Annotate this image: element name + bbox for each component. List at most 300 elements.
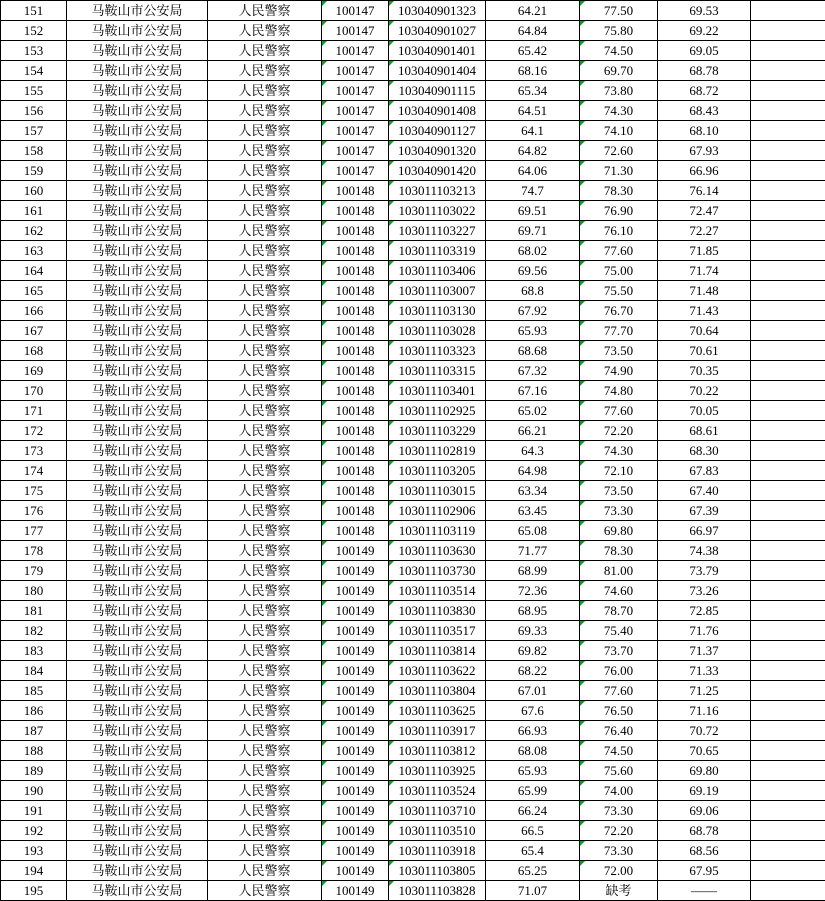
cell-text: 160 xyxy=(23,183,44,198)
table-row xyxy=(1,461,825,481)
cell-written-score xyxy=(486,201,580,221)
cell-interview-score xyxy=(580,561,658,581)
cell-text: 71.76 xyxy=(689,623,719,638)
table-row xyxy=(1,701,825,721)
cell-text: 100148 xyxy=(335,363,375,378)
cell-text: 100148 xyxy=(335,323,375,338)
cell-text: 马鞍山市公安局 xyxy=(91,523,183,538)
cell-text: 64.82 xyxy=(517,143,548,158)
cell-row-no xyxy=(1,821,67,841)
cell-position xyxy=(208,441,322,461)
cell-written-score xyxy=(486,41,580,61)
cell-candidate-id xyxy=(389,721,486,741)
cell-text: 人民警察 xyxy=(238,263,291,278)
cell-text: 68.08 xyxy=(517,743,548,758)
text-as-number-indicator-icon xyxy=(389,61,394,66)
cell-text: 103011103022 xyxy=(398,203,476,218)
cell-position xyxy=(208,261,322,281)
cell-department xyxy=(67,441,208,461)
text-as-number-indicator-icon xyxy=(580,641,585,646)
text-as-number-indicator-icon xyxy=(389,621,394,626)
cell-department xyxy=(67,181,208,201)
cell-text: 103011103323 xyxy=(398,343,476,358)
text-as-number-indicator-icon xyxy=(580,721,585,726)
cell-department xyxy=(67,161,208,181)
cell-text: 人民警察 xyxy=(238,663,291,678)
cell-final-score xyxy=(658,821,751,841)
cell-text: 马鞍山市公安局 xyxy=(91,483,183,498)
cell-text: 100149 xyxy=(335,643,375,658)
cell-position xyxy=(208,841,322,861)
cell-text: 181 xyxy=(23,603,44,618)
text-as-number-indicator-icon xyxy=(322,301,327,306)
cell-department xyxy=(67,701,208,721)
cell-written-score xyxy=(486,761,580,781)
cell-job-code xyxy=(322,1,389,21)
cell-text: 171 xyxy=(23,403,44,418)
text-as-number-indicator-icon xyxy=(580,681,585,686)
cell-text: 马鞍山市公安局 xyxy=(91,663,183,678)
cell-text: 人民警察 xyxy=(238,183,291,198)
cell-interview-score xyxy=(580,841,658,861)
cell-job-code xyxy=(322,561,389,581)
text-as-number-indicator-icon xyxy=(580,1,585,6)
cell-text: 68.68 xyxy=(517,343,548,358)
cell-text: 173 xyxy=(23,443,44,458)
cell-text: 103011103812 xyxy=(398,743,476,758)
cell-written-score xyxy=(486,821,580,841)
cell-text: 马鞍山市公安局 xyxy=(91,223,183,238)
text-as-number-indicator-icon xyxy=(322,321,327,326)
cell-text: 100149 xyxy=(335,703,375,718)
cell-text: 100149 xyxy=(335,603,375,618)
cell-text: 103011103830 xyxy=(398,603,476,618)
cell-text: 100148 xyxy=(335,523,375,538)
cell-row-no xyxy=(1,461,67,481)
cell-text: 72.85 xyxy=(689,603,719,618)
cell-department xyxy=(67,281,208,301)
table-row xyxy=(1,101,825,121)
cell-remark xyxy=(751,801,825,821)
cell-text: 69.80 xyxy=(689,763,719,778)
cell-job-code xyxy=(322,241,389,261)
cell-interview-score xyxy=(580,421,658,441)
cell-text: 70.35 xyxy=(689,363,719,378)
cell-text: 71.07 xyxy=(517,883,548,898)
cell-text: 103011103925 xyxy=(398,763,476,778)
cell-text: 75.60 xyxy=(603,763,634,778)
cell-final-score xyxy=(658,781,751,801)
cell-job-code xyxy=(322,801,389,821)
cell-text: 66.96 xyxy=(689,163,719,178)
cell-department xyxy=(67,661,208,681)
cell-row-no xyxy=(1,1,67,21)
cell-row-no xyxy=(1,661,67,681)
cell-interview-score xyxy=(580,81,658,101)
cell-written-score xyxy=(486,161,580,181)
cell-row-no xyxy=(1,221,67,241)
cell-text: 67.95 xyxy=(689,863,719,878)
cell-text: 154 xyxy=(23,63,44,78)
cell-final-score xyxy=(658,61,751,81)
cell-final-score xyxy=(658,301,751,321)
cell-interview-score xyxy=(580,401,658,421)
cell-text: 69.82 xyxy=(517,643,548,658)
cell-text: 68.16 xyxy=(517,63,548,78)
cell-final-score xyxy=(658,81,751,101)
cell-written-score xyxy=(486,221,580,241)
cell-text: 人民警察 xyxy=(238,243,291,258)
cell-remark xyxy=(751,281,825,301)
cell-text: 65.99 xyxy=(517,783,548,798)
text-as-number-indicator-icon xyxy=(389,241,394,246)
cell-job-code xyxy=(322,101,389,121)
text-as-number-indicator-icon xyxy=(389,361,394,366)
cell-text: 71.16 xyxy=(689,703,719,718)
cell-candidate-id xyxy=(389,21,486,41)
cell-text: 马鞍山市公安局 xyxy=(91,163,183,178)
cell-row-no xyxy=(1,181,67,201)
cell-text: 70.61 xyxy=(689,343,719,358)
cell-written-score xyxy=(486,401,580,421)
cell-text: 184 xyxy=(23,663,44,678)
cell-position xyxy=(208,121,322,141)
cell-row-no xyxy=(1,381,67,401)
cell-text: 71.25 xyxy=(689,683,719,698)
cell-department xyxy=(67,561,208,581)
cell-text: 72.27 xyxy=(689,223,719,238)
cell-text: 103011103917 xyxy=(398,723,476,738)
cell-text: 73.80 xyxy=(603,83,634,98)
cell-interview-score xyxy=(580,161,658,181)
text-as-number-indicator-icon xyxy=(580,281,585,286)
cell-interview-score xyxy=(580,321,658,341)
cell-written-score xyxy=(486,561,580,581)
cell-interview-score xyxy=(580,221,658,241)
cell-text: 68.02 xyxy=(517,243,548,258)
table-row xyxy=(1,61,825,81)
cell-job-code xyxy=(322,141,389,161)
cell-written-score xyxy=(486,281,580,301)
cell-final-score xyxy=(658,881,751,901)
text-as-number-indicator-icon xyxy=(389,681,394,686)
cell-position xyxy=(208,61,322,81)
cell-remark xyxy=(751,561,825,581)
cell-row-no xyxy=(1,201,67,221)
cell-text: 马鞍山市公安局 xyxy=(91,643,183,658)
cell-text: 72.20 xyxy=(603,423,634,438)
cell-department xyxy=(67,141,208,161)
cell-candidate-id xyxy=(389,501,486,521)
text-as-number-indicator-icon xyxy=(389,561,394,566)
cell-candidate-id xyxy=(389,1,486,21)
cell-text: 100148 xyxy=(335,203,375,218)
cell-text: 68.56 xyxy=(689,843,719,858)
cell-text: 人民警察 xyxy=(238,463,291,478)
cell-text: 67.40 xyxy=(689,483,719,498)
cell-text: 103011103015 xyxy=(398,483,476,498)
cell-remark xyxy=(751,381,825,401)
text-as-number-indicator-icon xyxy=(389,21,394,26)
cell-text: 76.40 xyxy=(603,723,634,738)
table-row xyxy=(1,261,825,281)
cell-text: 195 xyxy=(23,883,44,898)
text-as-number-indicator-icon xyxy=(580,541,585,546)
cell-written-score xyxy=(486,361,580,381)
cell-row-no xyxy=(1,21,67,41)
cell-text: 103040901115 xyxy=(398,83,476,98)
cell-text: 人民警察 xyxy=(238,83,291,98)
cell-text: 155 xyxy=(23,83,44,98)
cell-job-code xyxy=(322,61,389,81)
text-as-number-indicator-icon xyxy=(580,121,585,126)
cell-final-score xyxy=(658,121,751,141)
cell-remark xyxy=(751,201,825,221)
cell-text: 151 xyxy=(23,3,44,18)
cell-department xyxy=(67,641,208,661)
cell-candidate-id xyxy=(389,201,486,221)
text-as-number-indicator-icon xyxy=(322,241,327,246)
cell-candidate-id xyxy=(389,121,486,141)
text-as-number-indicator-icon xyxy=(322,841,327,846)
cell-final-score xyxy=(658,181,751,201)
cell-interview-score xyxy=(580,721,658,741)
cell-candidate-id xyxy=(389,361,486,381)
cell-remark xyxy=(751,441,825,461)
text-as-number-indicator-icon xyxy=(580,621,585,626)
cell-text: 100148 xyxy=(335,303,375,318)
text-as-number-indicator-icon xyxy=(389,821,394,826)
text-as-number-indicator-icon xyxy=(580,441,585,446)
cell-remark xyxy=(751,781,825,801)
cell-text: 马鞍山市公安局 xyxy=(91,343,183,358)
table-row xyxy=(1,521,825,541)
cell-final-score xyxy=(658,221,751,241)
cell-written-score xyxy=(486,541,580,561)
cell-text: 65.42 xyxy=(517,43,548,58)
cell-candidate-id xyxy=(389,541,486,561)
cell-text: 187 xyxy=(23,723,44,738)
cell-text: 马鞍山市公安局 xyxy=(91,423,183,438)
cell-candidate-id xyxy=(389,261,486,281)
cell-text: 74.30 xyxy=(603,103,634,118)
cell-text: 人民警察 xyxy=(238,603,291,618)
cell-text: 103011103918 xyxy=(398,843,476,858)
cell-text: 马鞍山市公安局 xyxy=(91,123,183,138)
cell-text: 73.50 xyxy=(603,343,634,358)
cell-final-score xyxy=(658,441,751,461)
cell-text: 70.65 xyxy=(689,743,719,758)
cell-remark xyxy=(751,541,825,561)
cell-written-score xyxy=(486,841,580,861)
cell-text: 103011102925 xyxy=(398,403,476,418)
cell-row-no xyxy=(1,81,67,101)
cell-department xyxy=(67,761,208,781)
cell-remark xyxy=(751,61,825,81)
table-row xyxy=(1,821,825,841)
cell-text: 马鞍山市公安局 xyxy=(91,323,183,338)
cell-position xyxy=(208,781,322,801)
cell-text: 65.93 xyxy=(517,763,548,778)
cell-department xyxy=(67,581,208,601)
cell-position xyxy=(208,161,322,181)
cell-position xyxy=(208,741,322,761)
cell-text: 马鞍山市公安局 xyxy=(91,383,183,398)
cell-interview-score xyxy=(580,461,658,481)
cell-text: 马鞍山市公安局 xyxy=(91,723,183,738)
cell-final-score xyxy=(658,101,751,121)
cell-written-score xyxy=(486,321,580,341)
cell-text: 103011102819 xyxy=(398,443,476,458)
cell-remark xyxy=(751,581,825,601)
cell-text: 74.7 xyxy=(521,183,544,198)
cell-text: 100149 xyxy=(335,583,375,598)
cell-position xyxy=(208,241,322,261)
table-row xyxy=(1,21,825,41)
cell-interview-score xyxy=(580,881,658,901)
text-as-number-indicator-icon xyxy=(580,781,585,786)
cell-text: 74.60 xyxy=(603,583,634,598)
cell-text: 103011103730 xyxy=(398,563,476,578)
cell-text: 103040901408 xyxy=(398,103,476,118)
cell-remark xyxy=(751,841,825,861)
cell-final-score xyxy=(658,21,751,41)
cell-final-score xyxy=(658,701,751,721)
text-as-number-indicator-icon xyxy=(389,281,394,286)
text-as-number-indicator-icon xyxy=(580,661,585,666)
cell-row-no xyxy=(1,541,67,561)
cell-row-no xyxy=(1,241,67,261)
cell-text: 183 xyxy=(23,643,44,658)
cell-text: 71.30 xyxy=(603,163,634,178)
cell-text: 103011103510 xyxy=(398,823,476,838)
cell-remark xyxy=(751,481,825,501)
cell-text: 103011103319 xyxy=(398,243,476,258)
cell-remark xyxy=(751,621,825,641)
cell-final-score xyxy=(658,461,751,481)
cell-text: 100149 xyxy=(335,823,375,838)
cell-text: 马鞍山市公安局 xyxy=(91,503,183,518)
cell-text: 103011103524 xyxy=(398,783,476,798)
cell-written-score xyxy=(486,121,580,141)
cell-row-no xyxy=(1,841,67,861)
text-as-number-indicator-icon xyxy=(389,541,394,546)
table-row xyxy=(1,281,825,301)
cell-text: 马鞍山市公安局 xyxy=(91,203,183,218)
cell-written-score xyxy=(486,261,580,281)
text-as-number-indicator-icon xyxy=(389,381,394,386)
text-as-number-indicator-icon xyxy=(580,701,585,706)
cell-text: 70.72 xyxy=(689,723,719,738)
cell-candidate-id xyxy=(389,141,486,161)
cell-written-score xyxy=(486,381,580,401)
cell-text: 68.61 xyxy=(689,423,719,438)
cell-remark xyxy=(751,881,825,901)
cell-text: 64.51 xyxy=(517,103,548,118)
text-as-number-indicator-icon xyxy=(580,461,585,466)
cell-text: 75.50 xyxy=(603,283,634,298)
cell-text: 马鞍山市公安局 xyxy=(91,143,183,158)
cell-candidate-id xyxy=(389,161,486,181)
cell-final-score xyxy=(658,761,751,781)
cell-text: 100148 xyxy=(335,503,375,518)
text-as-number-indicator-icon xyxy=(389,661,394,666)
cell-final-score xyxy=(658,521,751,541)
cell-text: 103011103119 xyxy=(398,523,476,538)
cell-position xyxy=(208,481,322,501)
cell-interview-score xyxy=(580,681,658,701)
text-as-number-indicator-icon xyxy=(389,321,394,326)
cell-interview-score xyxy=(580,61,658,81)
cell-remark xyxy=(751,461,825,481)
cell-job-code xyxy=(322,841,389,861)
cell-text: 158 xyxy=(23,143,44,158)
cell-text: 100147 xyxy=(335,43,375,58)
cell-final-score xyxy=(658,501,751,521)
cell-text: 66.93 xyxy=(517,723,548,738)
cell-row-no xyxy=(1,741,67,761)
text-as-number-indicator-icon xyxy=(389,421,394,426)
text-as-number-indicator-icon xyxy=(322,101,327,106)
cell-written-score xyxy=(486,501,580,521)
text-as-number-indicator-icon xyxy=(322,861,327,866)
text-as-number-indicator-icon xyxy=(389,1,394,6)
text-as-number-indicator-icon xyxy=(389,461,394,466)
text-as-number-indicator-icon xyxy=(322,181,327,186)
text-as-number-indicator-icon xyxy=(580,181,585,186)
cell-text: 73.50 xyxy=(603,483,634,498)
cell-text: 73.26 xyxy=(689,583,719,598)
cell-text: 71.37 xyxy=(689,643,719,658)
text-as-number-indicator-icon xyxy=(322,401,327,406)
cell-text: 100147 xyxy=(335,143,375,158)
cell-text: 人民警察 xyxy=(238,543,291,558)
cell-department xyxy=(67,741,208,761)
cell-department xyxy=(67,501,208,521)
cell-text: 103011103710 xyxy=(398,803,476,818)
cell-text: 马鞍山市公安局 xyxy=(91,103,183,118)
cell-text: 72.60 xyxy=(603,143,634,158)
cell-text: 78.30 xyxy=(603,183,634,198)
cell-text: 人民警察 xyxy=(238,23,291,38)
cell-position xyxy=(208,281,322,301)
cell-text: 156 xyxy=(23,103,44,118)
cell-text: 74.50 xyxy=(603,743,634,758)
cell-text: 72.10 xyxy=(603,463,634,478)
cell-text: 69.05 xyxy=(689,43,719,58)
cell-job-code xyxy=(322,401,389,421)
cell-text: 100149 xyxy=(335,623,375,638)
cell-text: 100147 xyxy=(335,23,375,38)
table-row xyxy=(1,201,825,221)
table-row xyxy=(1,581,825,601)
cell-text: 166 xyxy=(23,303,44,318)
text-as-number-indicator-icon xyxy=(322,641,327,646)
cell-text: 100149 xyxy=(335,843,375,858)
text-as-number-indicator-icon xyxy=(389,201,394,206)
cell-position xyxy=(208,801,322,821)
text-as-number-indicator-icon xyxy=(322,281,327,286)
cell-remark xyxy=(751,601,825,621)
text-as-number-indicator-icon xyxy=(322,801,327,806)
cell-text: 63.45 xyxy=(517,503,548,518)
text-as-number-indicator-icon xyxy=(322,741,327,746)
cell-row-no xyxy=(1,441,67,461)
text-as-number-indicator-icon xyxy=(580,481,585,486)
text-as-number-indicator-icon xyxy=(322,41,327,46)
table-row xyxy=(1,121,825,141)
cell-text: 73.79 xyxy=(689,563,719,578)
